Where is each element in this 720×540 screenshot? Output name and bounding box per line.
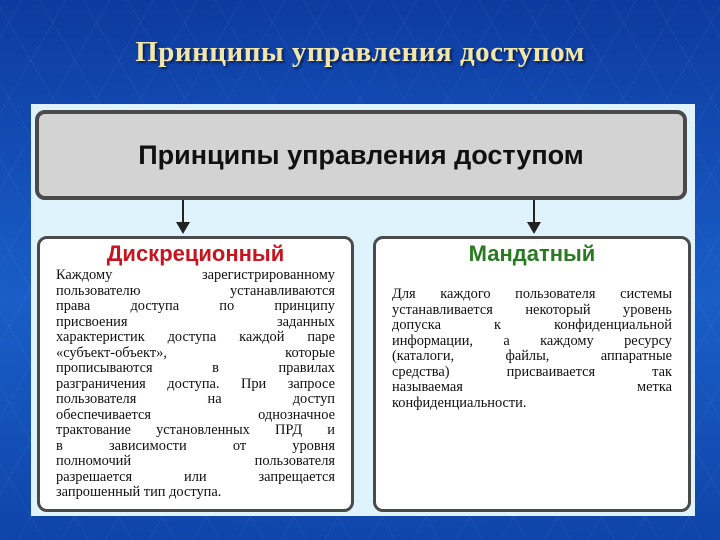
discretionary-node [37, 236, 354, 512]
diagram-panel [31, 104, 695, 516]
discretionary-heading: Дискреционный [106, 241, 285, 266]
description-line: средства) присваивается так [392, 363, 672, 380]
description-line: называемая метка [392, 379, 672, 395]
mandatory-node [373, 236, 691, 512]
root-node-label: Принципы управления доступом [138, 139, 584, 170]
mandatory-description [392, 287, 672, 411]
description-line: «субъект-объект», которые [56, 344, 335, 361]
description-line: допуска к конфиденциальной [392, 317, 672, 333]
description-line: запрошенный тип доступа. [56, 484, 222, 500]
description-line: пользователю устанавливаются [56, 282, 335, 299]
description-line: Для каждого пользователя системы [392, 286, 672, 302]
description-line: разграничения доступа. При запросе [56, 375, 335, 392]
description-line: разрешается или запрещается [56, 468, 335, 485]
description-line: устанавливается некоторый уровень [392, 301, 672, 318]
description-line: конфиденциальности. [392, 394, 527, 411]
description-line: трактование установленных ПРД и [56, 422, 335, 438]
description-line: Каждому зарегистрированному [56, 267, 335, 283]
mandatory-heading: Мандатный [468, 241, 596, 266]
description-line: обеспечивается однозначное [56, 406, 335, 423]
discretionary-description [56, 268, 335, 501]
description-line: информации, а каждому ресурсу [392, 332, 672, 349]
description-line: пользователя на доступ [56, 391, 335, 407]
description-line: прописываются в правилах [56, 360, 335, 376]
description-line: в зависимости от уровня [56, 437, 335, 454]
description-line: права доступа по принципу [56, 298, 335, 314]
description-line: характеристик доступа каждой паре [56, 329, 335, 345]
arrow-to-mandatory [527, 200, 541, 236]
description-line: полномочий пользователя [56, 453, 335, 469]
description-line: присвоения заданных [56, 313, 335, 330]
description-line: (каталоги, файлы, аппаратные [392, 348, 672, 364]
slide-title: Принципы управления доступом [135, 36, 585, 68]
root-node [35, 110, 687, 200]
arrow-to-discretionary [176, 200, 190, 236]
